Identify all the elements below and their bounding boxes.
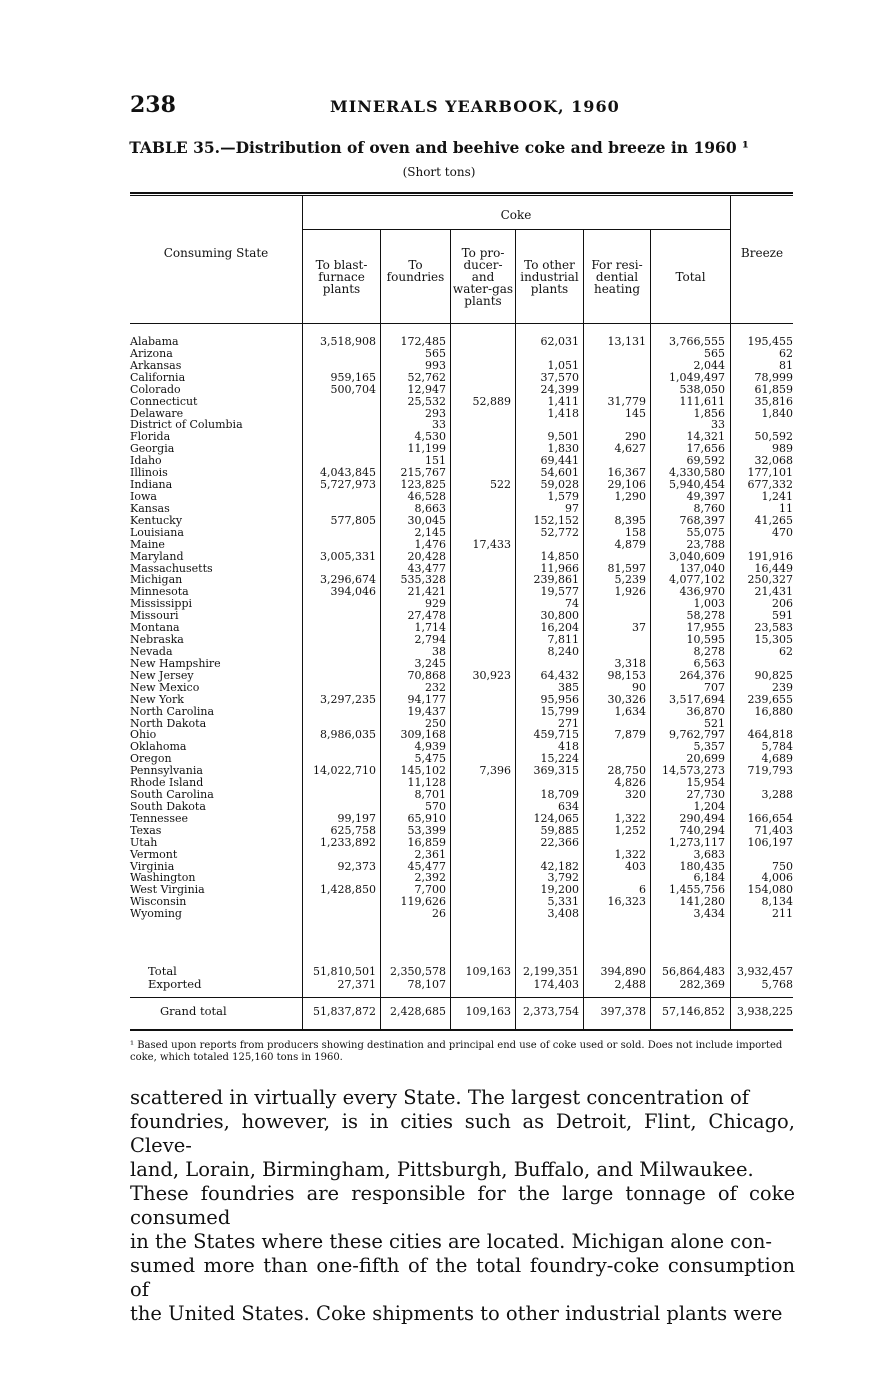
header-blast-furnace: To blast- furnace plants bbox=[315, 258, 368, 296]
header-total: Total bbox=[675, 270, 706, 284]
state-names-column: Alabama Arizona Arkansas California Colorado Connecticut Delaware District of Columbia Florida Georgia Idaho Illinois Indiana Iowa Kansas Kentucky Louisiana Maine Maryland Massachusetts Michigan Minnesota Mississippi Missouri Montana Nebraska Nevada New Hampshire New Jersey New Mexico New York North Carolina North Dakota Ohio Oklahoma Oregon Pennsylvania Rhode Island South Carolina South Dakota Tennessee Texas Utah Vermont Virginia Washington West Virginia Wisconsin Wyoming bbox=[130, 335, 243, 921]
body-line: sumed more than one-fifth of the total foundry-coke consumption of bbox=[130, 1254, 795, 1301]
grand-total-industrial: 2,373,754 bbox=[523, 1005, 579, 1018]
blast-furnace-column: 3,518,908 959,165 500,704 4,043,845 5,727,973 577,805 3,005,331 3,296,674 394,046 3,297,235 8,986,035 14,022,710 99,197 625,758 1,233,892 92,373 1,428,850 bbox=[313, 335, 376, 897]
running-title: MINERALS YEARBOOK, 1960 bbox=[330, 97, 620, 116]
grand-total-producer: 109,163 bbox=[465, 1005, 511, 1018]
header-consuming-state: Consuming State bbox=[163, 246, 269, 260]
body-line: land, Lorain, Birmingham, Pittsburgh, Buffalo, and Milwaukee. bbox=[130, 1158, 754, 1181]
body-line: in the States where these cities are located. Michigan alone con- bbox=[130, 1230, 772, 1253]
table-title: TABLE 35.—Distribution of oven and beehive coke and breeze in 1960 ¹ bbox=[129, 138, 749, 157]
grand-total-label: Grand total bbox=[160, 1004, 227, 1018]
header-other-industrial: To other industrial plants bbox=[520, 258, 579, 296]
total-rule bbox=[130, 997, 793, 998]
header-producer-gas: To pro- ducer- and water-gas plants bbox=[452, 246, 514, 308]
header-bottom-rule bbox=[130, 323, 793, 324]
totals-industrial: 2,199,351 174,403 bbox=[523, 965, 579, 991]
totals-blast: 51,810,501 27,371 bbox=[313, 965, 376, 991]
totals-labels: Total Exported bbox=[148, 964, 202, 991]
header-residential: For resi- dential heating bbox=[591, 258, 643, 296]
grand-total-residential: 397,378 bbox=[600, 1005, 646, 1018]
residential-column: 13,131 31,779 145 290 4,627 16,367 29,106 1,290 8,395 158 4,879 81,597 5,239 1,926 37 3,318 98,153 90 30,326 1,634 7,879 28,750 4,826 320 1,322 1,252 1,322 403 6 16,323 bbox=[607, 335, 646, 909]
totals-residential: 394,890 2,488 bbox=[600, 965, 646, 991]
totals-total: 56,864,483 282,369 bbox=[662, 965, 725, 991]
totals-producer: 109,163 bbox=[465, 965, 511, 978]
header-breeze: Breeze bbox=[740, 246, 784, 260]
table-top-rule-thin bbox=[130, 195, 793, 196]
producer-gas-column: 52,889 522 17,433 30,923 7,396 bbox=[472, 394, 511, 778]
total-column: 3,766,555 565 2,044 1,049,497 538,050 111,611 1,856 33 14,321 17,656 69,592 4,330,580 5,940,454 49,397 8,760 768,397 55,075 23,788 3,040,609 137,040 4,077,102 436,970 1,003 58,278 17,955 10,595 8,278 6,563 264,376 707 3,517,694 36,870 521 9,762,797 5,357 20,699 14,573,273 15,954 27,730 1,204 290,494 740,294 1,273,117 3,683 180,435 6,184 1,455,756 141,280 3,434 bbox=[662, 335, 725, 921]
totals-foundries: 2,350,578 78,107 bbox=[390, 965, 446, 991]
table-footnote: ¹ Based upon reports from producers showing destination and principal end use of coke used or sold. Does not include imported coke, which totaled 125,160 tons in 1960. bbox=[130, 1040, 783, 1063]
body-paragraph bbox=[130, 1086, 795, 1326]
table-top-rule bbox=[130, 192, 793, 194]
body-line: These foundries are responsible for the large tonnage of coke consumed bbox=[130, 1182, 795, 1229]
page-number: 238 bbox=[130, 92, 176, 118]
grand-total-foundries: 2,428,685 bbox=[390, 1005, 446, 1018]
grand-total-blast: 51,837,872 bbox=[313, 1005, 376, 1018]
other-industrial-column: 62,031 1,051 37,570 24,399 1,411 1,418 9,501 1,830 69,441 54,601 59,028 1,579 97 152,152 52,772 14,850 11,966 239,861 19,577 74 30,800 16,204 7,811 8,240 64,432 385 95,956 15,799 271 459,715 418 15,224 369,315 18,709 634 124,065 59,885 22,366 42,182 3,792 19,200 5,331 3,408 bbox=[533, 335, 579, 921]
foundries-column: 172,485 565 993 52,762 12,947 25,532 293 33 4,530 11,199 151 215,767 123,825 46,528 8,663 30,045 2,145 1,476 20,428 43,477 535,328 21,421 929 27,478 1,714 2,794 38 3,245 70,868 232 94,177 19,437 250 309,168 4,939 5,475 145,102 11,128 8,701 570 65,910 53,399 16,859 2,361 45,477 2,392 7,700 119,626 26 bbox=[400, 335, 446, 921]
body-line: scattered in virtually every State. The largest concentration of bbox=[130, 1086, 749, 1109]
coke-group-rule bbox=[302, 229, 730, 230]
body-line: foundries, however, is in cities such as Detroit, Flint, Chicago, Cleve- bbox=[130, 1110, 795, 1157]
body-line: the United States. Coke shipments to other industrial plants were bbox=[130, 1302, 783, 1325]
header-foundries: To foundries bbox=[386, 258, 445, 284]
grand-total-total: 57,146,852 bbox=[662, 1005, 725, 1018]
table-subtitle: (Short tons) bbox=[402, 165, 476, 179]
header-coke: Coke bbox=[500, 208, 532, 222]
table-bottom-rule bbox=[130, 1029, 793, 1031]
grand-total-breeze: 3,938,225 bbox=[737, 1005, 793, 1018]
totals-breeze: 3,932,457 5,768 bbox=[737, 965, 793, 991]
breeze-column: 195,455 62 81 78,999 61,859 35,816 1,840 50,592 989 32,068 177,101 677,332 1,241 11 41,265 470 191,916 16,449 250,327 21,431 206 591 23,583 15,305 62 90,825 239 239,655 16,880 464,818 5,784 4,689 719,793 3,288 166,654 71,403 106,197 750 4,006 154,080 8,134 211 bbox=[747, 335, 793, 921]
